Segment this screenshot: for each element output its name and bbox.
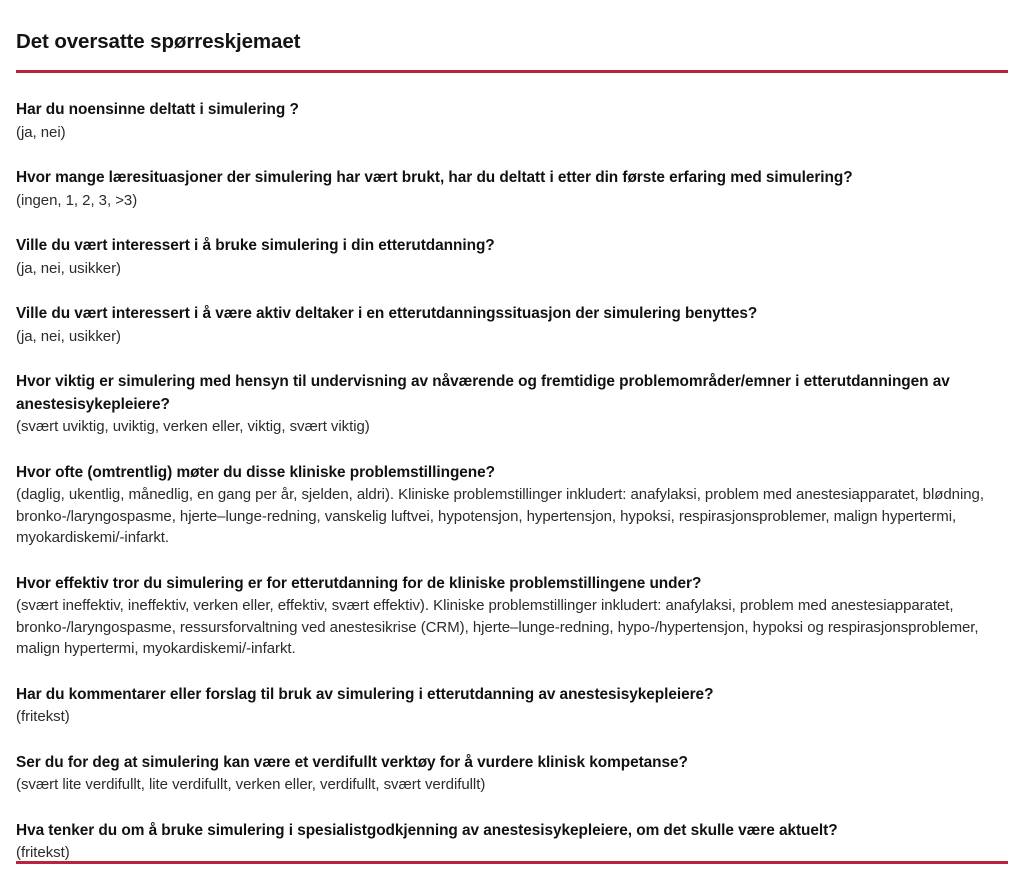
page-title: Det oversatte spørreskjemaet <box>16 30 301 53</box>
question-item <box>16 303 1008 347</box>
question-answer-options: (svært ineffektiv, ineffektiv, verken eller, effektiv, svært effektiv). Kliniske problemstillinger inkludert: anafylaksi, problem med anestesiapparatet, bronko-/laryngospasme, ressursforvaltning ved anestesikrise (CRM), hjerte–lunge-redning, hypo-/hypertensjon, hypoksi og respirasjonsproblemer, malign hypertermi, myokardiskemi/-infarkt. <box>16 597 979 657</box>
question-answer-options: (ingen, 1, 2, 3, >3) <box>16 191 138 209</box>
question-item <box>16 371 1008 438</box>
question-prompt: Hvor mange læresituasjoner der simulering har vært brukt, har du deltatt i etter din første erfaring med simulering? <box>16 169 853 186</box>
question-item <box>16 235 1008 279</box>
question-answer-options: (ja, nei, usikker) <box>16 259 121 277</box>
question-item <box>16 573 1008 660</box>
question-answer-options: (svært lite verdifullt, lite verdifullt, verken eller, verdifullt, svært verdifullt) <box>16 776 486 793</box>
bottom-divider-rule <box>16 861 1008 864</box>
question-list <box>16 99 1008 864</box>
question-answer-options: (daglig, ukentlig, månedlig, en gang per år, sjelden, aldri). Kliniske problemstillinger inkludert: anafylaksi, problem med anestesiapparatet, blødning, bronko-/laryngospasme, hjerte–lunge-redning, vanskelig luftvei, hypotensjon, hypertensjon, hypoksi, respirasjonsproblemer, malign hypertermi, myokardiskemi/-infarkt. <box>16 486 984 546</box>
question-prompt: Hva tenker du om å bruke simulering i spesialistgodkjenning av anestesisykepleiere, om det skulle være aktuelt? <box>16 821 838 839</box>
question-answer-options: (ja, nei, usikker) <box>16 327 121 345</box>
title-divider-rule <box>16 70 1008 73</box>
question-prompt: Hvor effektiv tror du simulering er for etterutdanning for de kliniske problemstillingene under? <box>16 574 702 592</box>
question-prompt: Ville du vært interessert i å bruke simulering i din etterutdanning? <box>16 237 495 254</box>
question-item <box>16 752 1008 796</box>
question-item <box>16 167 1008 211</box>
question-prompt: Ville du vært interessert i å være aktiv deltaker i en etterutdanningssituasjon der simulering benyttes? <box>16 305 758 322</box>
question-item <box>16 684 1008 728</box>
question-item <box>16 99 1008 143</box>
question-answer-options: (fritekst) <box>16 844 70 861</box>
question-answer-options: (ja, nei) <box>16 123 66 141</box>
question-prompt: Har du kommentarer eller forslag til bruk av simulering i etterutdanning av anestesisykepleiere? <box>16 685 714 703</box>
question-answer-options: (fritekst) <box>16 708 70 725</box>
question-prompt: Hvor ofte (omtrentlig) møter du disse kliniske problemstillingene? <box>16 463 496 481</box>
question-prompt: Ser du for deg at simulering kan være et verdifullt verktøy for å vurdere klinisk kompetanse? <box>16 753 688 771</box>
question-answer-options: (svært uviktig, uviktig, verken eller, viktig, svært viktig) <box>16 418 370 435</box>
question-prompt: Har du noensinne deltatt i simulering ? <box>16 101 299 118</box>
question-item <box>16 820 1008 864</box>
question-item <box>16 462 1008 549</box>
question-prompt: Hvor viktig er simulering med hensyn til undervisning av nåværende og fremtidige problemområder/emner i etterutdanningen av anestesisykepleiere? <box>16 373 950 413</box>
